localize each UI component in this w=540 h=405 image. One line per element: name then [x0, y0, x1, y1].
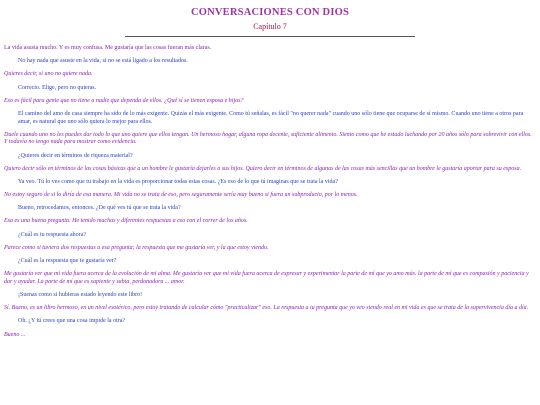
horizontal-divider: [125, 36, 415, 37]
neale-paragraph: Eso es fácil para gente que no tiene a nadie que dependa de ellos. ¿Qué sí se tienen esposa e hijos?: [4, 97, 244, 104]
neale-paragraph: Duele cuando uno no les puedes dar todo lo que uno quiere que ellos tengan. Un hermoso hogar, alguna ropa decente, suficiente alimento. Siento como que he estado luchando por 20 años sólo para sobrevivir con ellos. Y todavía no tengo nada para mostrar como evidencia.: [4, 131, 532, 146]
god-paragraph: Oh. ¿Y tú crees que una cosa impide la otra?: [18, 318, 126, 325]
neale-paragraph: La vida asusta mucho. Y es muy confusa. Me gustaría que las cosas fueran más claras.: [4, 45, 212, 51]
god-paragraph: No hay nada que asuste en la vida, si no se está ligado a los resultados.: [18, 58, 188, 65]
neale-paragraph: Parece como si tuviera dos respuestas a esa pregunta; la respuesta que me gustaría ver, y la que estoy viendo.: [4, 244, 269, 251]
god-paragraph: ¿Cuál es la respuesta que te gustaría ver?: [18, 258, 117, 264]
neale-paragraph: Esa es una buena pregunta. He tenido muchas y diferentes respuestas a eso con el correr de los años.: [4, 218, 248, 225]
god-paragraph: Correcto. Elige, pero no quieras.: [18, 84, 97, 91]
god-paragraph: ¡Suenas como si hubieras estado leyendo este libro!: [18, 291, 143, 298]
neale-paragraph: Bueno ...: [4, 331, 26, 338]
neale-paragraph: Sí. Bueno, es un libro hermoso, en un nivel esotérico, pero estoy tratando de calcular cómo "practicalizar" eso. La respuesta a tu pregunta que yo veo siendo real en mi vida es que se trata de la supervivencia día a día.: [4, 305, 529, 312]
chapter-heading: Capítulo 7: [253, 22, 287, 31]
god-paragraph: ¿Quieres decir en términos de riqueza material?: [18, 152, 133, 159]
god-paragraph: El camino del amo de casa siempre ha sido de lo más exigente. Quizás el más exigente. Como tú señalas, es fácil "no querer nada" cuando uno sólo tiene que ocuparse de sí mismo. Cuando uno tiene a otros para amar, es natural que uno sólo quiera lo mejor para ellos.: [18, 110, 524, 125]
neale-paragraph: No estoy seguro de si lo diría de esa manera. Mi vida no se trata de eso, pero seguramente sería muy bueno si fuera un subproducto, por lo menos.: [4, 192, 358, 199]
god-paragraph: ¿Cuál es tu respuesta ahora?: [18, 231, 86, 238]
document-title: CONVERSACIONES CON DIOS: [190, 7, 350, 18]
dialogue-body: [4, 45, 536, 339]
neale-paragraph: Me gustaría ver que mi vida fuera acerca de la evolución de mi alma. Me gustaría ver que mi vida fuera acerca de expresar y experimentar la parte de mí que yo amo más. la parte de mí que es compasión y paciencia y dar y ayudar. La parte de mí que es sapiente y sabia, perdonadora ... amor.: [4, 271, 529, 285]
neale-paragraph: Quieres decir, si uno no quiere nada.: [4, 71, 93, 78]
god-paragraph: Ya veo. Tú lo ves como que tu trabajo en la vida es proporcionar todas estas cosas. ¿Es eso de lo que tú imaginas que se trata la vida?: [18, 178, 338, 185]
neale-paragraph: Quiero decir sólo en términos de las cosas básicas que a un hombre le gustaría dejarles a sus hijos. Quiero decir en términos de algunas de las cosas más sencillas que un hombre le gustaría aportar para su esposa.: [4, 165, 522, 172]
god-paragraph: Bueno, retrocedamos, entonces. ¿De qué ves tú que se trata la vida?: [18, 205, 181, 212]
